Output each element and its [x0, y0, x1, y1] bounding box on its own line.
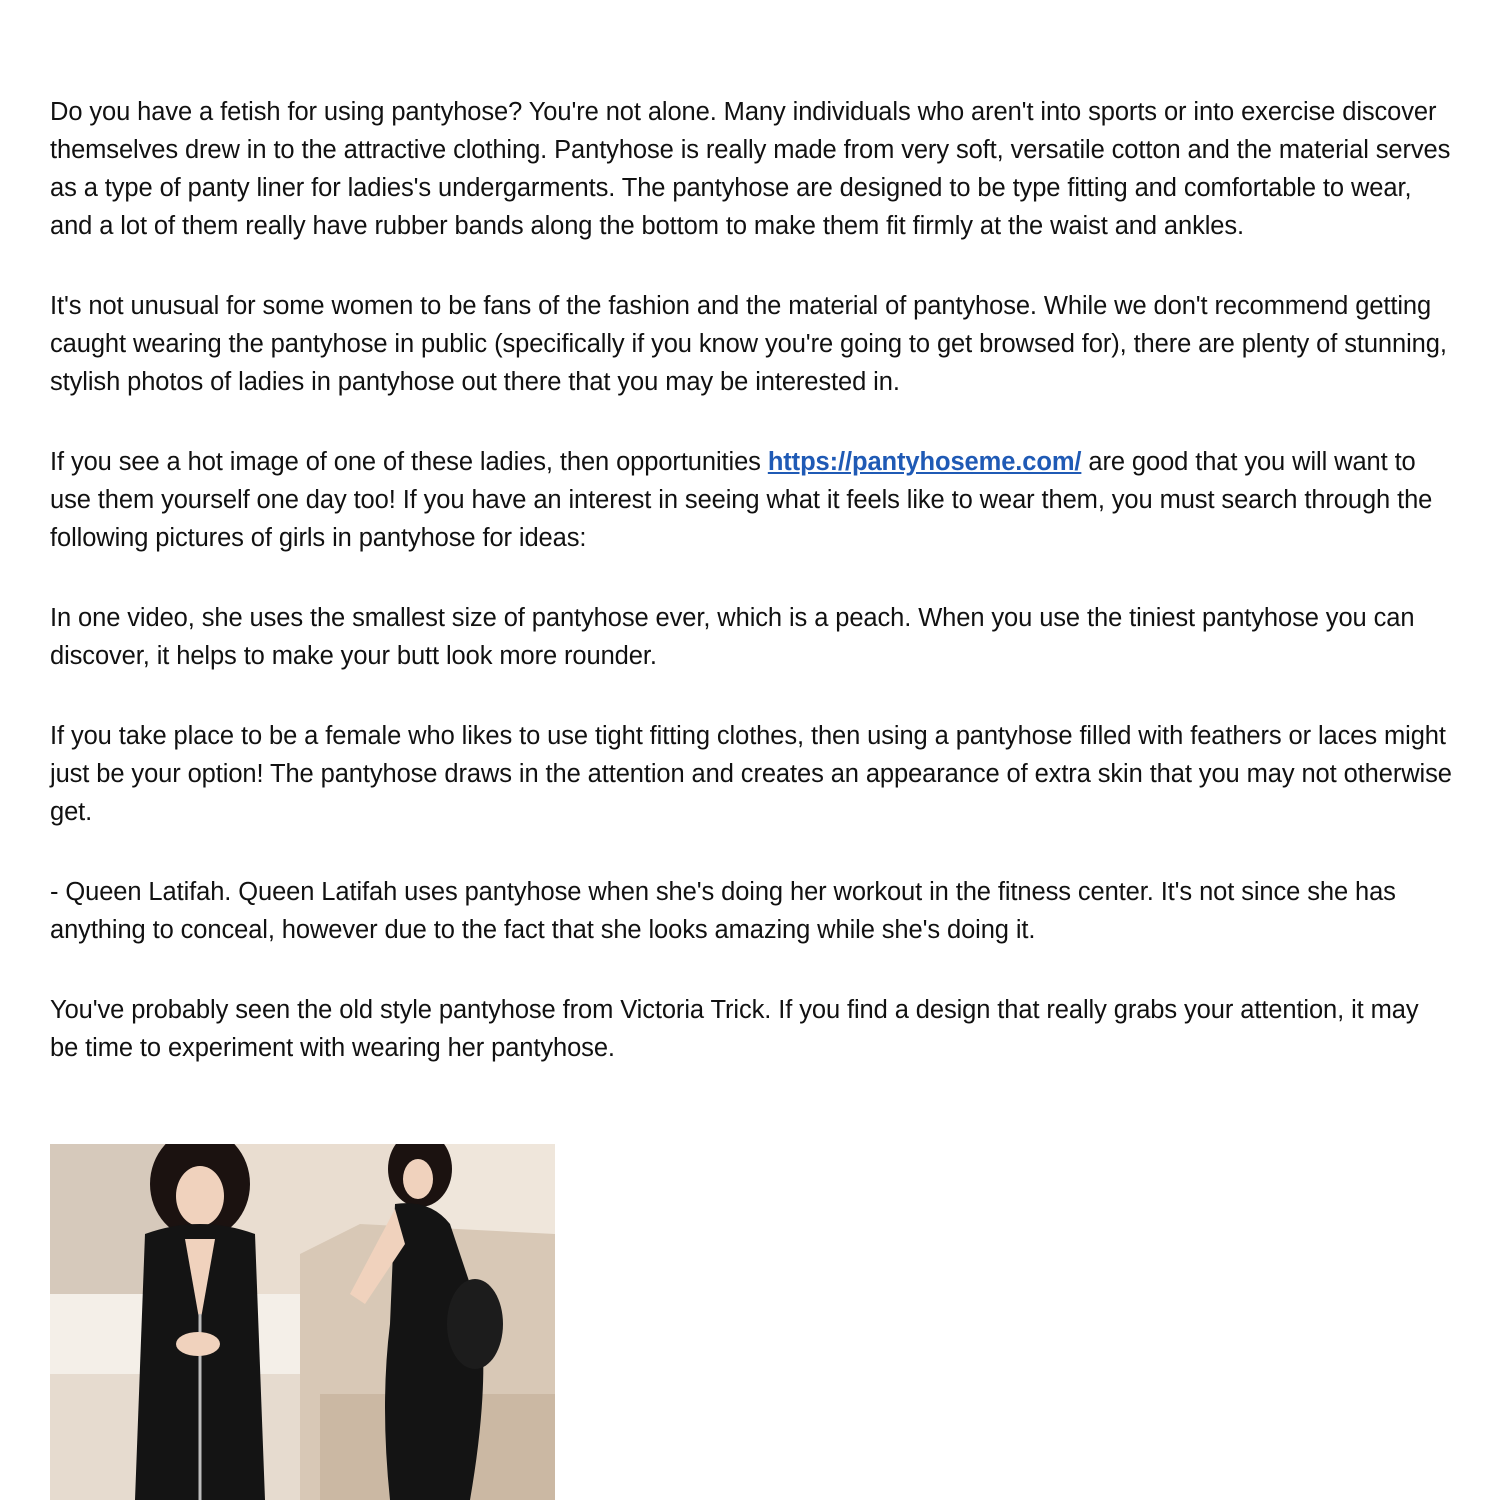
paragraph-queen-latifah: - Queen Latifah. Queen Latifah uses pantyhose when she's doing her workout in the fitness center. It's not since she has anything to conceal, however due to the fact that she looks amazing while she's doing it. [50, 878, 1396, 944]
photo-illustration [50, 1144, 555, 1500]
article-body [50, 93, 1452, 1109]
paragraph-link-before: If you see a hot image of one of these ladies, then opportunities [50, 448, 768, 476]
paragraph-video: In one video, she uses the smallest size of pantyhose ever, which is a peach. When you use the tiniest pantyhose you can discover, it helps to make your butt look more rounder. [50, 604, 1415, 670]
paragraph-link [50, 443, 1452, 557]
product-photo [50, 1144, 555, 1500]
paragraph-tight-clothes: If you take place to be a female who likes to use tight fitting clothes, then using a pantyhose filled with feathers or laces might just be your option! The pantyhose draws in the attention and creates an appearance of extra skin that you may not otherwise get. [50, 722, 1452, 826]
paragraph-victoria: You've probably seen the old style pantyhose from Victoria Trick. If you find a design that really grabs your attention, it may be time to experiment with wearing her pantyhose. [50, 996, 1419, 1062]
pantyhoseme-link[interactable]: https://pantyhoseme.com/ [767, 448, 1082, 476]
paragraph-link-after: are good that you will want to use them yourself one day too! If you have an interest in seeing what it feels like to wear them, you must search through the following pictures of girls in pantyhose for ideas: [50, 448, 1433, 552]
paragraph-intro: Do you have a fetish for using pantyhose? You're not alone. Many individuals who aren't into sports or into exercise discover themselves drew in to the attractive clothing. Pantyhose is really made from very soft, versatile cotton and the material serves as a type of panty liner for ladies's undergarments. The pantyhose are designed to be type fitting and comfortable to wear, and a lot of them really have rubber bands along the bottom to make them fit firmly at the waist and ankles. [50, 98, 1451, 240]
paragraph-fans: It's not unusual for some women to be fans of the fashion and the material of pantyhose. While we don't recommend getting caught wearing the pantyhose in public (specifically if you know you're going to get browsed for), there are plenty of stunning, stylish photos of ladies in pantyhose out there that you may be interested in. [50, 292, 1447, 396]
